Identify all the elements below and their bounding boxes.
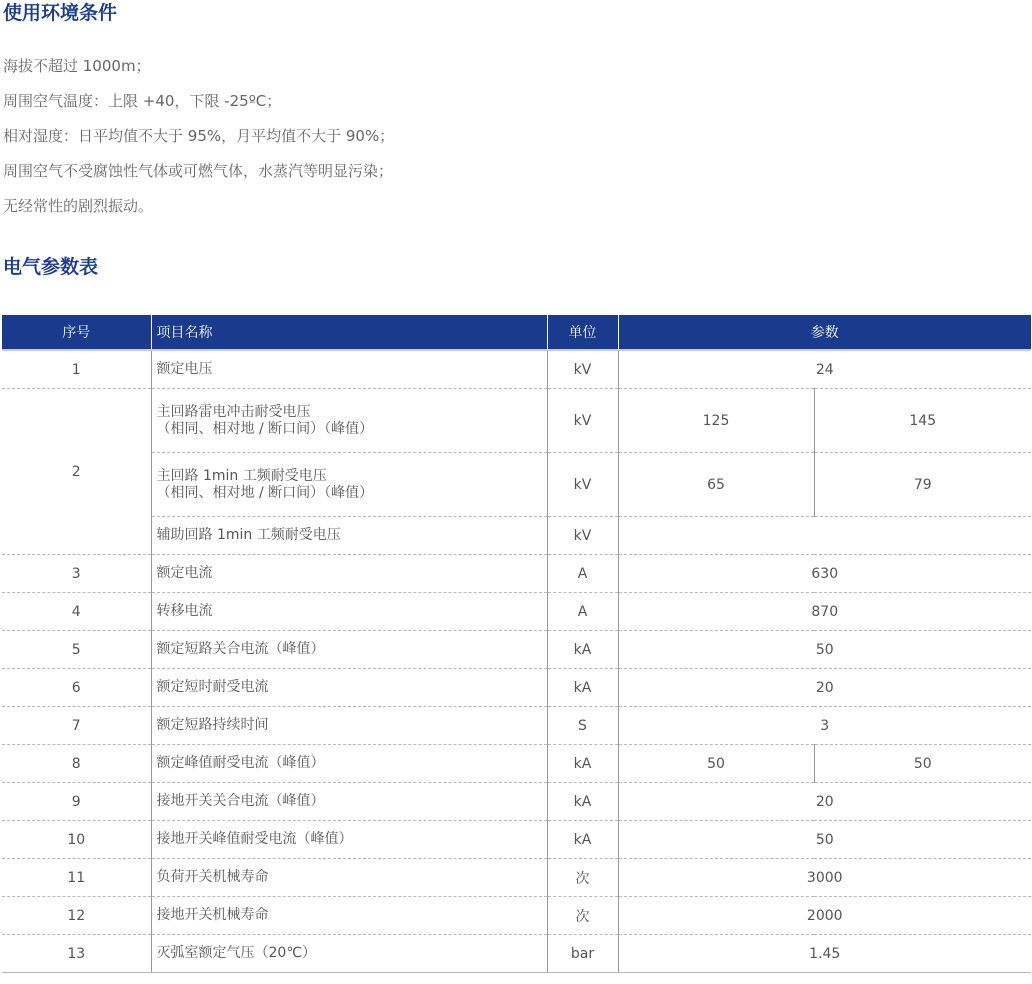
table-row bbox=[2, 669, 1031, 707]
row-name-line2: （相同、相对地 / 断口间）（峰值） bbox=[156, 484, 374, 501]
row-no: 3 bbox=[2, 555, 151, 593]
row-name: 辅助回路 1min 工频耐受电压 bbox=[151, 517, 547, 555]
row-value-2: 50 bbox=[814, 745, 1031, 783]
row-value: 50 bbox=[618, 821, 1031, 859]
row-name: 额定短路持续时间 bbox=[151, 707, 547, 745]
row-value-1: 125 bbox=[618, 389, 814, 453]
table-row bbox=[2, 593, 1031, 631]
row-no: 4 bbox=[2, 593, 151, 631]
table-row bbox=[2, 707, 1031, 745]
row-unit: kV bbox=[547, 389, 618, 453]
row-name: 负荷开关机械寿命 bbox=[151, 859, 547, 897]
table-row bbox=[2, 350, 1031, 389]
row-value bbox=[618, 517, 1031, 555]
env-item-pollution: 周围空气不受腐蚀性气体或可燃气体，水蒸汽等明显污染； bbox=[3, 162, 394, 180]
row-name bbox=[151, 453, 547, 517]
row-unit: A bbox=[547, 555, 618, 593]
row-unit: 次 bbox=[547, 897, 618, 935]
row-no: 10 bbox=[2, 821, 151, 859]
table-row bbox=[2, 821, 1031, 859]
row-name bbox=[151, 389, 547, 453]
row-unit: kV bbox=[547, 517, 618, 555]
header-unit: 单位 bbox=[547, 315, 618, 350]
row-unit: kA bbox=[547, 669, 618, 707]
table-row bbox=[2, 631, 1031, 669]
row-no: 13 bbox=[2, 935, 151, 973]
row-unit: kA bbox=[547, 821, 618, 859]
row-value: 1.45 bbox=[618, 935, 1031, 973]
row-name: 额定短时耐受电流 bbox=[151, 669, 547, 707]
table-row bbox=[2, 389, 1031, 453]
table-row bbox=[2, 935, 1031, 973]
row-name-line1: 主回路 1min 工频耐受电压 bbox=[156, 467, 327, 484]
row-name: 转移电流 bbox=[151, 593, 547, 631]
row-value-1: 65 bbox=[618, 453, 814, 517]
row-value: 3000 bbox=[618, 859, 1031, 897]
electrical-params-table bbox=[2, 315, 1031, 973]
header-no: 序号 bbox=[2, 315, 151, 350]
row-name: 灭弧室额定气压（20℃） bbox=[151, 935, 547, 973]
params-section-title: 电气参数表 bbox=[3, 256, 99, 278]
row-value: 2000 bbox=[618, 897, 1031, 935]
row-no: 12 bbox=[2, 897, 151, 935]
row-unit: kV bbox=[547, 350, 618, 389]
row-unit: kA bbox=[547, 631, 618, 669]
row-value: 870 bbox=[618, 593, 1031, 631]
row-value: 20 bbox=[618, 669, 1031, 707]
row-no: 6 bbox=[2, 669, 151, 707]
row-name-line2: （相同、相对地 / 断口间）（峰值） bbox=[156, 420, 374, 437]
header-value: 参数 bbox=[618, 315, 1031, 350]
row-no: 11 bbox=[2, 859, 151, 897]
row-no: 2 bbox=[2, 389, 151, 555]
row-value-1: 50 bbox=[618, 745, 814, 783]
row-name: 接地开关机械寿命 bbox=[151, 897, 547, 935]
env-item-temperature: 周围空气温度：上限 +40，下限 -25ºC； bbox=[3, 92, 282, 110]
row-unit: kV bbox=[547, 453, 618, 517]
table-row bbox=[2, 783, 1031, 821]
row-value: 3 bbox=[618, 707, 1031, 745]
table-row bbox=[2, 897, 1031, 935]
env-item-vibration: 无经常性的剧烈振动。 bbox=[3, 197, 154, 215]
row-no: 1 bbox=[2, 350, 151, 389]
table-row bbox=[2, 859, 1031, 897]
env-item-altitude: 海拔不超过 1000m； bbox=[3, 57, 151, 75]
row-name: 额定电压 bbox=[151, 350, 547, 389]
row-no: 8 bbox=[2, 745, 151, 783]
row-value: 24 bbox=[618, 350, 1031, 389]
row-unit: S bbox=[547, 707, 618, 745]
row-value: 20 bbox=[618, 783, 1031, 821]
row-unit: bar bbox=[547, 935, 618, 973]
row-name: 接地开关关合电流（峰值） bbox=[151, 783, 547, 821]
row-name: 接地开关峰值耐受电流（峰值） bbox=[151, 821, 547, 859]
env-section-title: 使用环境条件 bbox=[3, 2, 118, 24]
row-unit: A bbox=[547, 593, 618, 631]
table-header-row bbox=[2, 315, 1031, 350]
table-row bbox=[2, 453, 1031, 517]
row-value: 50 bbox=[618, 631, 1031, 669]
header-name: 项目名称 bbox=[151, 315, 547, 350]
row-unit: kA bbox=[547, 783, 618, 821]
row-name: 额定短路关合电流（峰值） bbox=[151, 631, 547, 669]
row-name: 额定电流 bbox=[151, 555, 547, 593]
row-unit: 次 bbox=[547, 859, 618, 897]
row-no: 9 bbox=[2, 783, 151, 821]
table-row bbox=[2, 555, 1031, 593]
row-unit: kA bbox=[547, 745, 618, 783]
env-item-humidity: 相对湿度：日平均值不大于 95%，月平均值不大于 90%； bbox=[3, 127, 395, 145]
row-no: 7 bbox=[2, 707, 151, 745]
table-row bbox=[2, 745, 1031, 783]
table-row bbox=[2, 517, 1031, 555]
row-no: 5 bbox=[2, 631, 151, 669]
row-value-2: 79 bbox=[814, 453, 1031, 517]
env-conditions-list bbox=[3, 53, 394, 228]
row-value-2: 145 bbox=[814, 389, 1031, 453]
row-value: 630 bbox=[618, 555, 1031, 593]
row-name: 额定峰值耐受电流（峰值） bbox=[151, 745, 547, 783]
row-name-line1: 主回路雷电冲击耐受电压 bbox=[156, 403, 311, 420]
